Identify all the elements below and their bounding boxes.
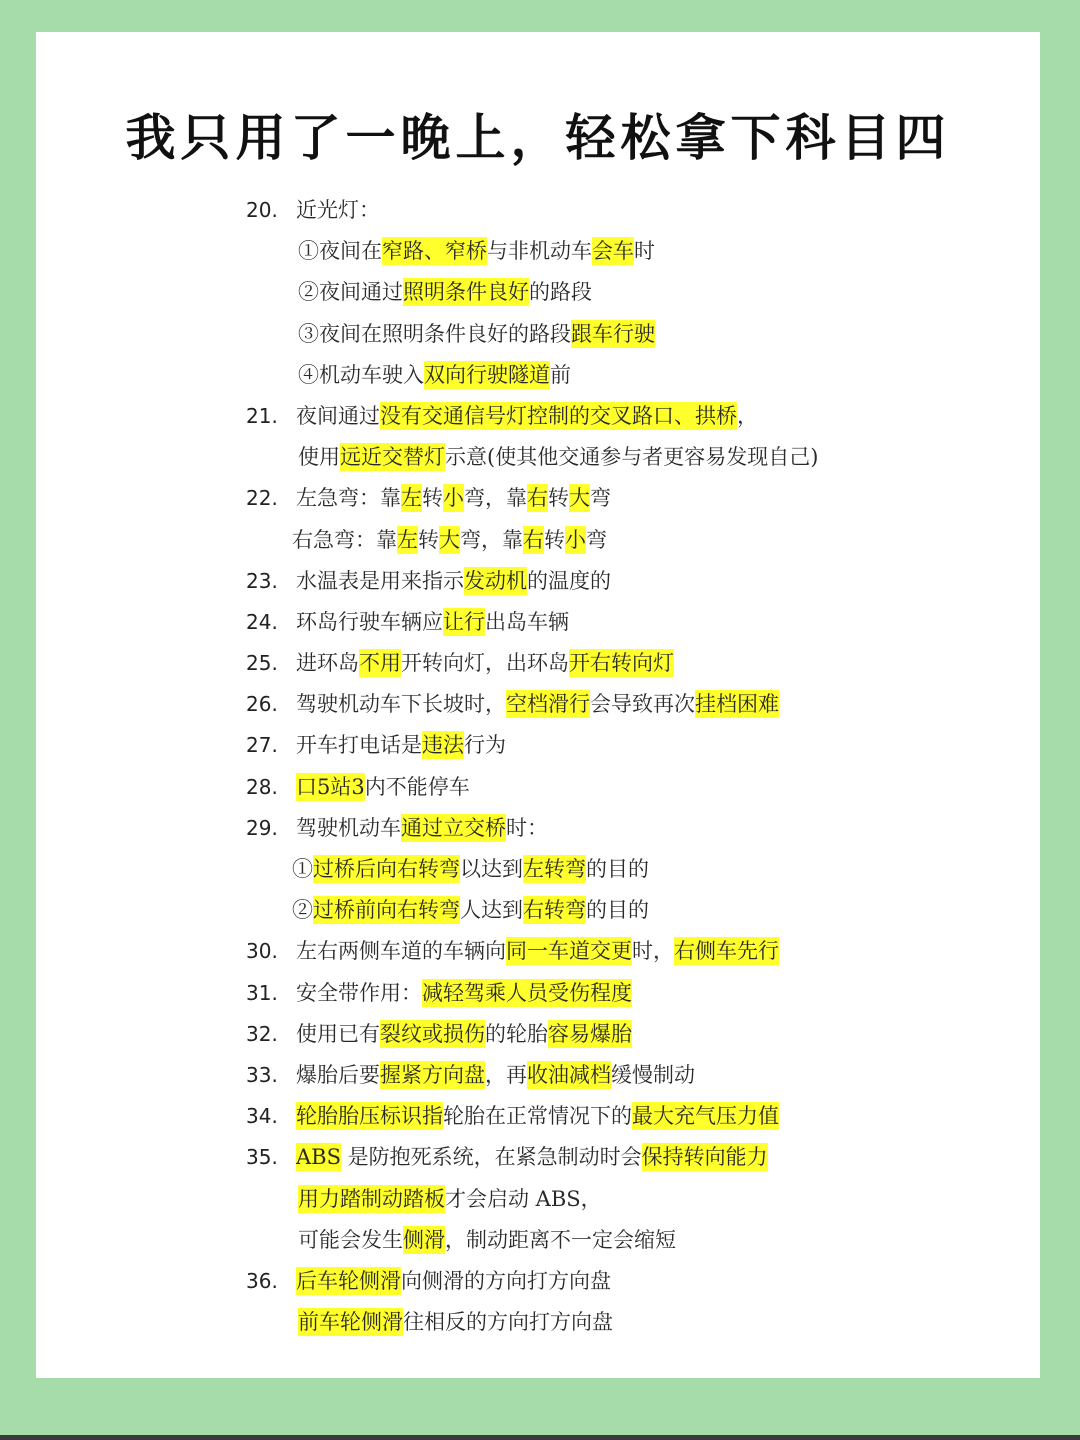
note-line	[36, 1137, 1040, 1178]
note-line	[36, 1179, 1040, 1220]
plain-text: 会导致再次	[590, 692, 695, 717]
plain-text: ①	[292, 857, 313, 881]
item-text	[298, 1220, 676, 1261]
item-number: 20.	[246, 198, 278, 222]
highlighted-text: 右侧车先行	[674, 939, 779, 964]
plain-text: 时，	[632, 939, 674, 964]
plain-text: 爆胎后要	[296, 1062, 380, 1087]
plain-text: 安全带作用：	[296, 980, 422, 1005]
plain-text: 左急弯：靠	[296, 486, 401, 511]
plain-text: ②	[292, 898, 313, 923]
plain-text: 驾驶机动车	[296, 815, 401, 840]
highlighted-text: 让行	[443, 609, 485, 634]
note-line	[36, 314, 1040, 355]
highlighted-text: 挂档困难	[695, 692, 779, 717]
plain-text: 时：	[506, 815, 548, 840]
item-number: 30.	[246, 939, 278, 964]
highlighted-text: 小	[443, 486, 464, 511]
plain-text: 左右两侧车道的车辆向	[296, 939, 506, 964]
note-line	[36, 973, 1040, 1014]
plain-text: 进环岛	[296, 651, 359, 676]
plain-text: 才会启动 ABS，	[445, 1186, 602, 1211]
plain-text: 开转向灯，出环岛	[401, 651, 569, 676]
item-text	[296, 561, 611, 602]
plain-text: ，制动距离不一定会缩短	[445, 1227, 676, 1252]
highlighted-text: 减轻驾乘人员受伤程度	[422, 980, 632, 1005]
item-text	[292, 890, 649, 931]
item-number: 27.	[246, 733, 278, 758]
item-text	[296, 478, 611, 519]
item-text	[296, 931, 779, 972]
highlighted-text: 左	[401, 486, 422, 511]
note-line	[36, 643, 1040, 684]
item-text	[298, 231, 655, 272]
item-text	[296, 1055, 695, 1096]
note-line	[36, 849, 1040, 890]
plain-text: ，	[737, 403, 758, 428]
item-text	[298, 1179, 602, 1220]
highlighted-text: 违法	[422, 733, 464, 758]
plain-text: 轮胎在正常情况下的	[443, 1104, 632, 1129]
highlighted-text: 窄路、窄桥	[382, 239, 487, 264]
note-line	[36, 231, 1040, 272]
item-text	[296, 1014, 632, 1055]
highlighted-text: 右	[523, 527, 544, 552]
plain-text: 弯	[590, 486, 611, 511]
note-line	[36, 1014, 1040, 1055]
item-number: 35.	[246, 1145, 278, 1170]
highlighted-text: 前车轮侧滑	[298, 1310, 403, 1335]
plain-text: 内不能停车	[364, 774, 470, 799]
plain-text: 的目的	[586, 898, 649, 923]
plain-text: 右急弯：靠	[292, 527, 397, 552]
plain-text: 的目的	[586, 857, 649, 881]
note-line	[36, 561, 1040, 602]
highlighted-text: 后车轮侧滑	[296, 1268, 401, 1293]
plain-text: 水温表是用来指示	[296, 568, 464, 593]
plain-text: 人达到	[460, 898, 523, 923]
plain-text: 环岛行驶车辆应	[296, 609, 443, 634]
plain-text: 转	[544, 527, 565, 552]
note-line	[36, 1096, 1040, 1137]
plain-text: 前	[550, 362, 571, 387]
plain-text: 的温度的	[527, 568, 611, 593]
plain-text: 与非机动车	[487, 239, 592, 264]
plain-text: ③夜间在照明条件良好的路段	[298, 321, 571, 346]
plain-text: 转	[418, 527, 439, 552]
highlighted-text: 容易爆胎	[548, 1021, 632, 1046]
note-line	[36, 190, 1040, 231]
highlighted-text: 同一车道交更	[506, 939, 632, 964]
item-text	[292, 520, 607, 561]
highlighted-text: 大	[439, 527, 460, 552]
note-line	[36, 931, 1040, 972]
item-text	[296, 973, 632, 1014]
plain-text: 弯，靠	[464, 486, 527, 511]
highlighted-text: 发动机	[464, 568, 527, 593]
item-text	[298, 355, 571, 396]
plain-text: 使用	[298, 445, 340, 470]
notes-list	[36, 190, 1040, 1343]
plain-text: 开车打电话是	[296, 733, 422, 758]
item-number: 36.	[246, 1268, 278, 1293]
item-number: 21.	[246, 403, 278, 428]
item-text	[298, 437, 818, 478]
highlighted-text: 轮胎胎压标识指	[296, 1104, 443, 1129]
item-text	[296, 808, 548, 849]
item-text	[296, 725, 506, 766]
item-number: 22.	[246, 486, 278, 511]
note-line	[36, 1220, 1040, 1261]
note-line	[36, 1261, 1040, 1302]
plain-text: ④机动车驶入	[298, 362, 424, 387]
item-text	[298, 314, 655, 355]
highlighted-text: 远近交替灯	[340, 445, 445, 470]
plain-text: 使用已有	[296, 1021, 380, 1046]
item-text	[296, 1261, 611, 1302]
highlighted-text: 开右转向灯	[569, 651, 674, 676]
highlighted-text: 跟车行驶	[571, 321, 655, 346]
item-number: 32.	[246, 1021, 278, 1046]
plain-text: 时	[634, 239, 655, 264]
note-line	[36, 478, 1040, 519]
plain-text: 示意(使其他交通参与者更容易发现自己)	[445, 445, 819, 470]
highlighted-text: 通过立交桥	[401, 815, 506, 840]
plain-text: 弯，靠	[460, 527, 523, 552]
note-line	[36, 1302, 1040, 1343]
item-number: 24.	[246, 609, 278, 634]
item-text	[298, 1302, 613, 1343]
plain-text: 的路段	[529, 280, 592, 305]
highlighted-text: 左	[397, 527, 418, 552]
item-text	[296, 1096, 779, 1137]
highlighted-text: 过桥前向右转弯	[313, 898, 460, 923]
plain-text: ，再	[485, 1062, 527, 1087]
item-number: 23.	[246, 568, 278, 593]
highlighted-text: 右	[527, 486, 548, 511]
item-text	[296, 684, 779, 725]
item-text	[296, 602, 569, 643]
plain-text: 转	[422, 486, 443, 511]
highlighted-text: 小	[565, 527, 586, 552]
item-number: 29.	[246, 815, 278, 840]
highlighted-text: 不用	[359, 651, 401, 676]
highlighted-text: 照明条件良好	[403, 280, 529, 305]
plain-text: 缓慢制动	[611, 1062, 695, 1087]
note-line	[36, 890, 1040, 931]
item-number: 26.	[246, 692, 278, 717]
item-text	[296, 190, 380, 231]
item-text	[292, 849, 649, 890]
plain-text: 夜间通过	[296, 403, 380, 428]
item-number: 31.	[246, 980, 278, 1005]
note-line	[36, 396, 1040, 437]
note-line	[36, 684, 1040, 725]
item-number: 33.	[246, 1062, 278, 1087]
plain-text: ②夜间通过	[298, 280, 403, 305]
item-text	[298, 272, 592, 313]
note-sheet	[36, 32, 1040, 1378]
highlighted-text: 保持转向能力	[641, 1145, 768, 1170]
plain-text: 是防抱死系统，在紧急制动时会	[340, 1145, 642, 1170]
item-text	[296, 767, 470, 808]
highlighted-text: 裂纹或损伤	[380, 1021, 485, 1046]
plain-text: 行为	[464, 733, 506, 758]
bottom-bar	[0, 1435, 1080, 1440]
item-text	[296, 643, 674, 684]
item-text	[296, 396, 758, 437]
highlighted-text: 用力踏制动踏板	[298, 1186, 445, 1211]
note-line	[36, 808, 1040, 849]
plain-text: 近光灯：	[296, 198, 380, 222]
note-line	[36, 725, 1040, 766]
highlighted-text: 最大充气压力值	[632, 1104, 779, 1129]
highlighted-text: 没有交通信号灯控制的交叉路口、拱桥	[380, 403, 737, 428]
highlighted-text: 左转弯	[523, 857, 586, 881]
highlighted-text: 双向行驶隧道	[424, 362, 550, 387]
plain-text: 转	[548, 486, 569, 511]
plain-text: 以达到	[460, 857, 523, 881]
note-line	[36, 272, 1040, 313]
plain-text: 驾驶机动车下长坡时，	[296, 692, 506, 717]
highlighted-text: ABS	[296, 1145, 341, 1170]
highlighted-text: 空档滑行	[506, 692, 590, 717]
plain-text: 出岛车辆	[485, 609, 569, 634]
plain-text: 的轮胎	[485, 1021, 548, 1046]
note-line	[36, 437, 1040, 478]
note-line	[36, 520, 1040, 561]
highlighted-text: 口5站3	[296, 774, 365, 799]
item-number: 25.	[246, 651, 278, 676]
item-text	[296, 1137, 768, 1178]
plain-text: 向侧滑的方向打方向盘	[401, 1268, 611, 1293]
page-title: 我只用了一晚上，轻松拿下科目四	[125, 109, 951, 167]
note-line	[36, 355, 1040, 396]
highlighted-text: 收油减档	[527, 1062, 611, 1087]
highlighted-text: 会车	[592, 239, 634, 264]
plain-text: 弯	[586, 527, 607, 552]
note-line	[36, 1055, 1040, 1096]
plain-text: ①夜间在	[298, 239, 382, 264]
plain-text: 往相反的方向打方向盘	[403, 1310, 613, 1335]
note-line	[36, 602, 1040, 643]
highlighted-text: 握紧方向盘	[380, 1062, 485, 1087]
item-number: 28.	[246, 774, 278, 799]
highlighted-text: 侧滑	[403, 1227, 445, 1252]
note-line	[36, 767, 1040, 808]
highlighted-text: 右转弯	[523, 898, 586, 923]
plain-text: 可能会发生	[298, 1227, 403, 1252]
highlighted-text: 过桥后向右转弯	[313, 857, 460, 881]
item-number: 34.	[246, 1104, 278, 1129]
highlighted-text: 大	[569, 486, 590, 511]
